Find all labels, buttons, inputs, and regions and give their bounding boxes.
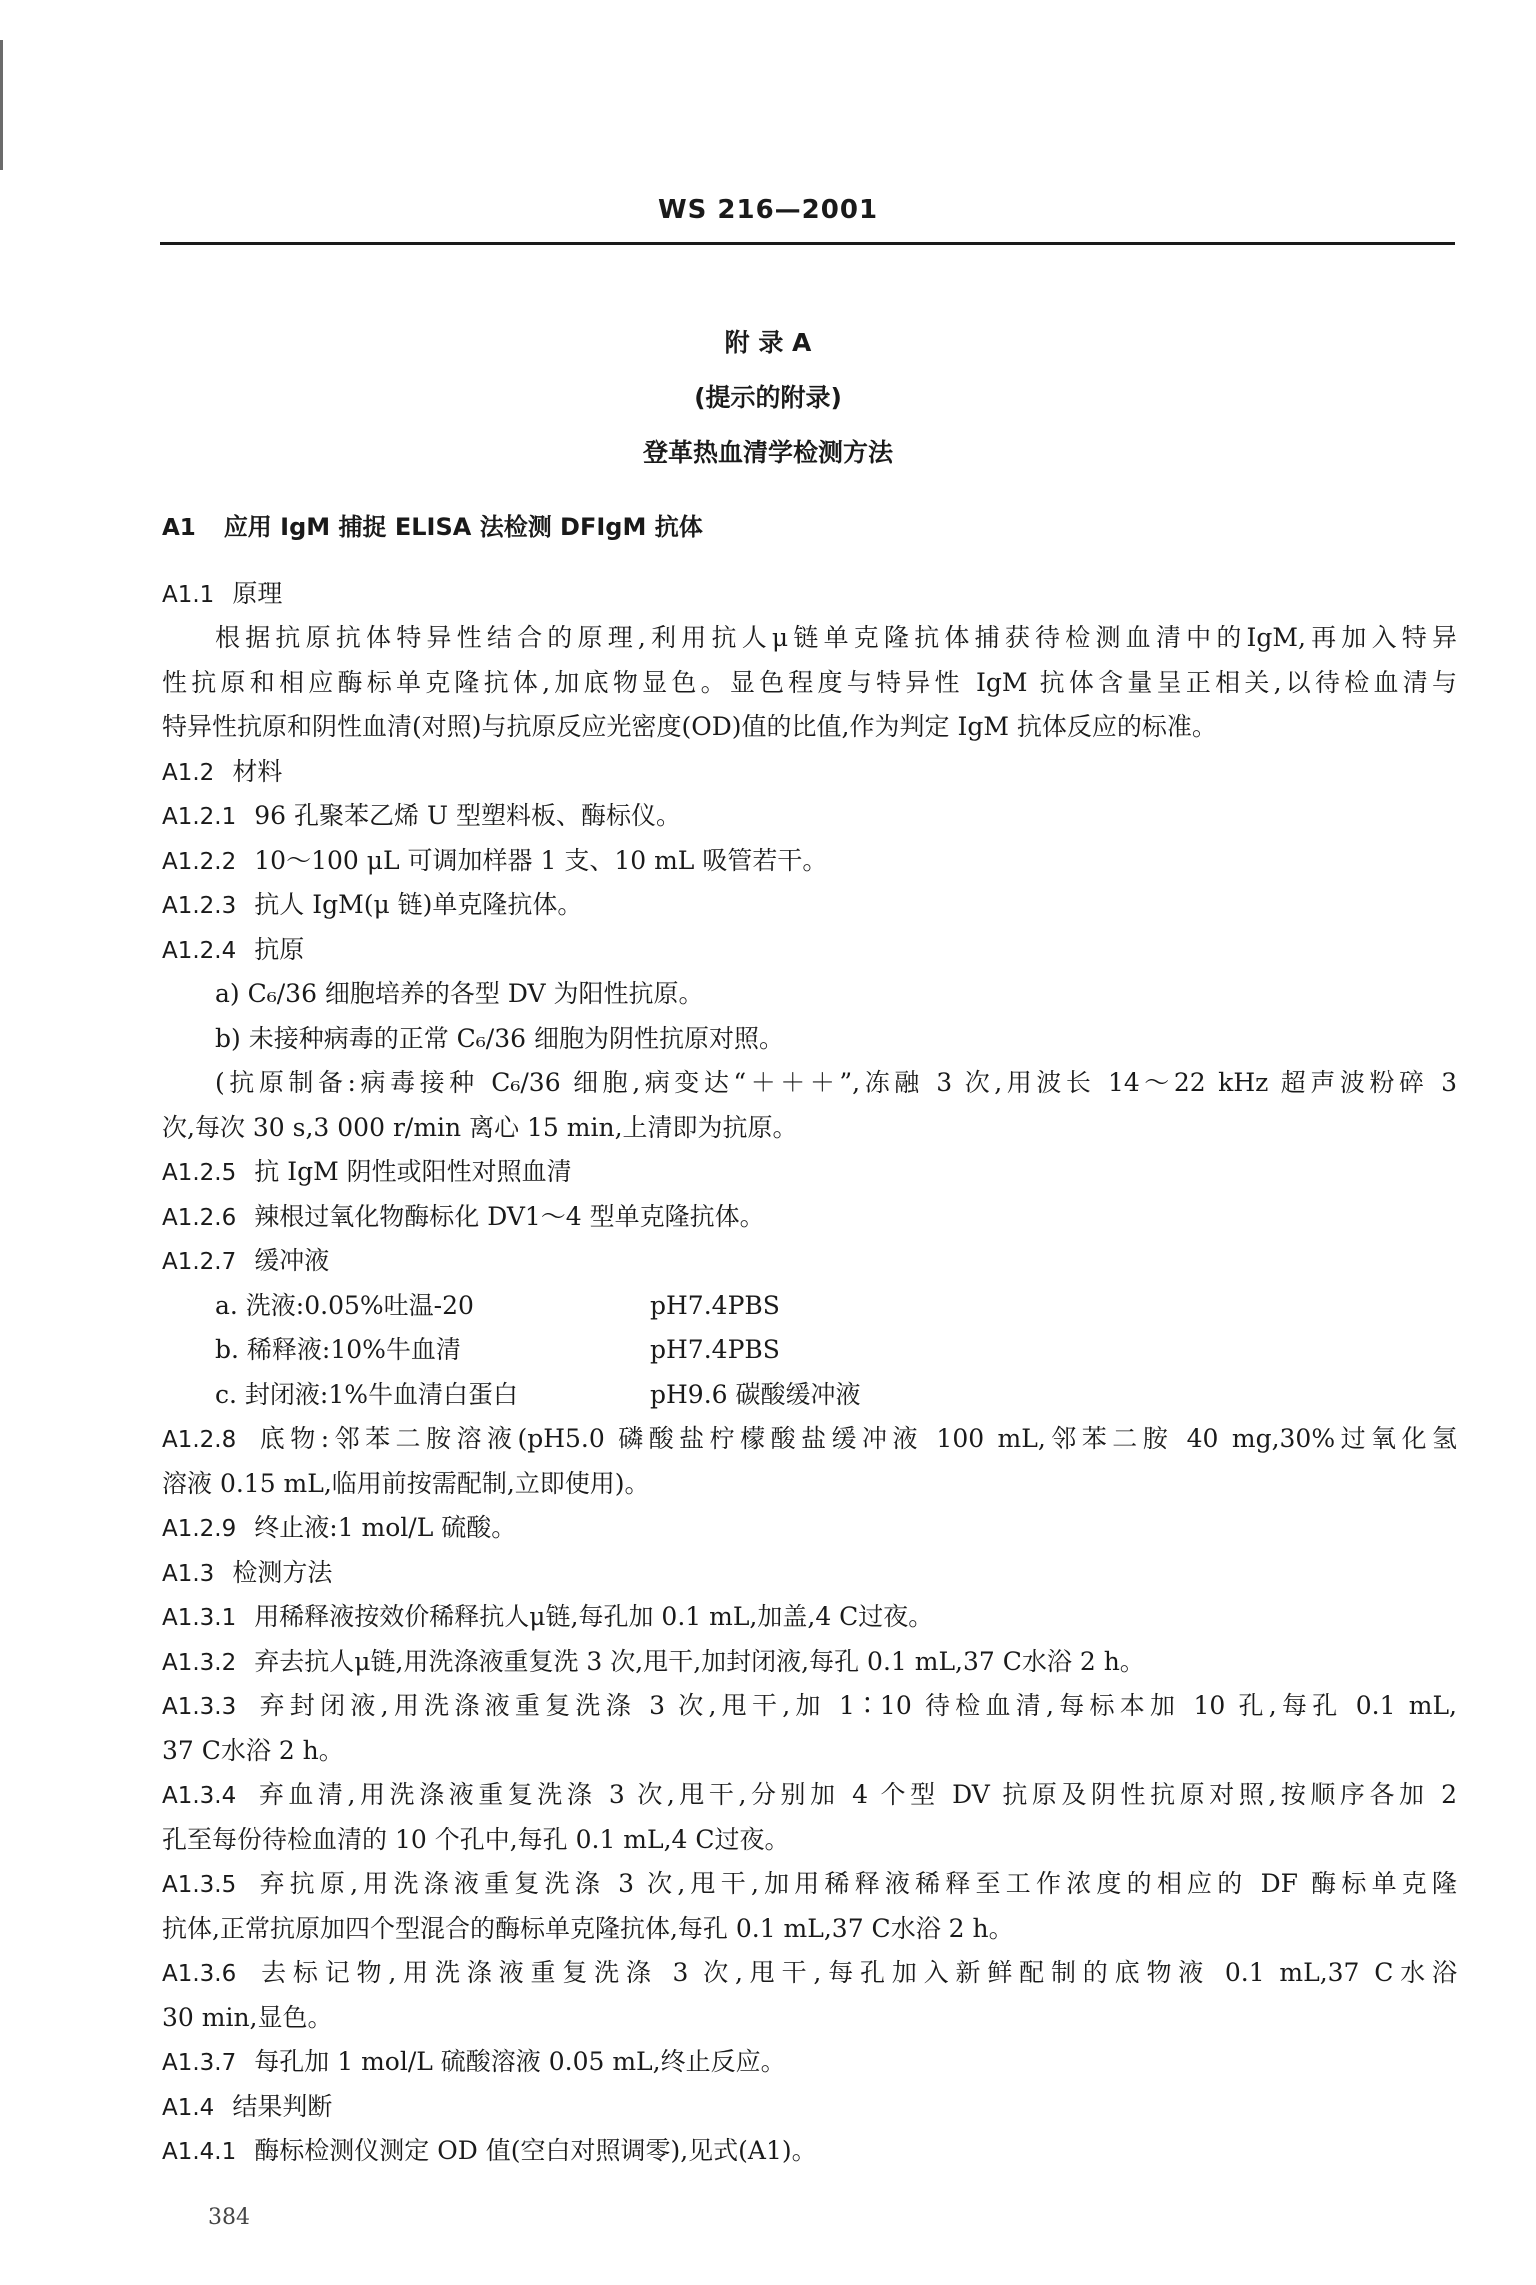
clause-text: 底物:邻苯二胺溶液(pH5.0 磷酸盐柠檬酸盐缓冲液 100 mL,邻苯二胺 40 mg,30%过氧化氢 xyxy=(254,1424,1457,1453)
clause-text: 弃抗原,用洗涤液重复洗涤 3 次,甩干,加用稀释液稀释至工作浓度的相应的 DF 酶标单克隆 xyxy=(254,1869,1457,1898)
section-title: 结果判断 xyxy=(232,2091,333,2121)
clause-a1-3-1 xyxy=(162,1595,1457,1640)
section-a1-2-heading xyxy=(162,750,1457,795)
clause-a1-3-3 xyxy=(162,1684,1457,1729)
clause-a1-3-6 xyxy=(162,1951,1457,1996)
clause-number: A1.2.7 xyxy=(162,1249,237,1275)
clause-number: A1.3.2 xyxy=(162,1649,237,1676)
clause-a1-3-7 xyxy=(162,2040,1457,2085)
clause-a1-2-2 xyxy=(162,839,1457,884)
clause-text: 弃血清,用洗涤液重复洗涤 3 次,甩干,分别加 4 个型 DV 抗原及阴性抗原对照,按顺序各加 2 xyxy=(254,1780,1457,1809)
clause-a1-2-3 xyxy=(162,883,1457,928)
clause-number: A1.3.4 xyxy=(162,1783,237,1809)
clause-number: A1.3.3 xyxy=(162,1694,237,1720)
paragraph-line: 次,每次 30 s,3 000 r/min 离心 15 min,上清即为抗原。 xyxy=(162,1112,798,1142)
header-rule xyxy=(160,242,1455,245)
clause-a1-2-4 xyxy=(162,928,1457,973)
buffer-ph: pH9.6 碳酸缓冲液 xyxy=(650,1379,861,1409)
appendix-note: (提示的附录) xyxy=(694,383,842,412)
page-number: 384 xyxy=(208,2205,250,2230)
paragraph-line: 孔至每份待检血清的 10 个孔中,每孔 0.1 mL,4 C过夜。 xyxy=(162,1824,790,1854)
clause-number: A1.3.5 xyxy=(162,1872,237,1898)
clause-text: 96 孔聚苯乙烯 U 型塑料板、酶标仪。 xyxy=(254,801,681,830)
section-number: A1.1 xyxy=(162,581,215,608)
section-a1-heading xyxy=(162,505,1457,550)
clause-a1-2-7 xyxy=(162,1239,1457,1284)
clause-title: 缓冲液 xyxy=(254,1246,330,1275)
buffer-name: a. 洗液:0.05%吐温-20 xyxy=(215,1290,474,1320)
document-body xyxy=(162,505,1457,2174)
list-item-b: b) 未接种病毒的正常 C₆/36 细胞为阴性抗原对照。 xyxy=(215,1023,784,1053)
clause-title: 抗原 xyxy=(254,934,305,964)
clause-a1-2-9 xyxy=(162,1506,1457,1551)
clause-number: A1.2.1 xyxy=(162,804,237,830)
clause-a1-2-6 xyxy=(162,1195,1457,1240)
buffer-name: b. 稀释液:10%牛血清 xyxy=(215,1335,461,1364)
section-title: 应用 IgM 捕捉 ELISA 法检测 DFIgM 抗体 xyxy=(223,513,703,541)
paragraph-line: 特异性抗原和阴性血清(对照)与抗原反应光密度(OD)值的比值,作为判定 IgM 抗体反应的标准。 xyxy=(162,712,1217,741)
section-number: A1 xyxy=(162,515,196,541)
clause-text: 抗 IgM 阴性或阳性对照血清 xyxy=(254,1157,572,1186)
appendix-label: 附 录 A xyxy=(724,328,812,357)
clause-text: 弃去抗人μ链,用洗涤液重复洗 3 次,甩干,加封闭液,每孔 0.1 mL,37 C水浴 2 h。 xyxy=(254,1646,1145,1676)
clause-number: A1.2.5 xyxy=(162,1160,237,1186)
clause-text: 用稀释液按效价稀释抗人μ链,每孔加 0.1 mL,加盖,4 C过夜。 xyxy=(254,1602,934,1631)
document-code: WS 216—2001 xyxy=(657,195,879,225)
section-title: 原理 xyxy=(232,578,283,608)
section-a1-1-heading xyxy=(162,572,1457,617)
paragraph-line: 30 min,显色。 xyxy=(162,2002,333,2032)
clause-text: 抗人 IgM(μ 链)单克隆抗体。 xyxy=(254,890,583,919)
section-title: 检测方法 xyxy=(232,1557,333,1587)
clause-a1-3-5 xyxy=(162,1862,1457,1907)
buffer-name: c. 封闭液:1%牛血清白蛋白 xyxy=(215,1379,518,1409)
clause-number: A1.4.1 xyxy=(162,2139,237,2165)
buffer-row xyxy=(162,1328,1457,1373)
clause-a1-3-2 xyxy=(162,1640,1457,1685)
clause-a1-3-4 xyxy=(162,1773,1457,1818)
clause-a1-4-1 xyxy=(162,2129,1457,2174)
appendix-title: 登革热血清学检测方法 xyxy=(642,438,893,467)
clause-number: A1.2.9 xyxy=(162,1516,237,1542)
clause-number: A1.2.8 xyxy=(162,1427,237,1453)
buffer-ph: pH7.4PBS xyxy=(650,1335,780,1364)
clause-number: A1.2.4 xyxy=(162,937,237,964)
buffer-row xyxy=(162,1373,1457,1418)
section-number: A1.4 xyxy=(162,2094,215,2121)
clause-text: 10～100 μL 可调加样器 1 支、10 mL 吸管若干。 xyxy=(254,845,828,875)
section-a1-3-heading xyxy=(162,1551,1457,1596)
clause-text: 弃封闭液,用洗涤液重复洗涤 3 次,甩干,加 1∶10 待检血清,每标本加 10 孔,每孔 0.1 mL, xyxy=(254,1691,1457,1720)
paragraph-line: 根据抗原抗体特异性结合的原理,利用抗人μ链单克隆抗体捕获待检测血清中的IgM,再加入特异 xyxy=(215,623,1457,652)
clause-text: 酶标检测仪测定 OD 值(空白对照调零),见式(A1)。 xyxy=(254,2136,817,2165)
clause-number: A1.3.7 xyxy=(162,2050,237,2076)
buffer-row xyxy=(162,1284,1457,1329)
clause-text: 终止液:1 mol/L 硫酸。 xyxy=(254,1513,517,1542)
paragraph-line: 溶液 0.15 mL,临用前按需配制,立即使用)。 xyxy=(162,1468,650,1498)
clause-number: A1.2.2 xyxy=(162,848,237,875)
appendix-titles xyxy=(0,315,1536,480)
spacer xyxy=(162,550,1457,572)
paragraph-line: 37 C水浴 2 h。 xyxy=(162,1735,344,1765)
clause-text: 辣根过氧化物酶标化 DV1～4 型单克隆抗体。 xyxy=(254,1201,765,1231)
clause-number: A1.2.6 xyxy=(162,1204,237,1231)
section-number: A1.3 xyxy=(162,1560,215,1587)
clause-a1-2-8 xyxy=(162,1417,1457,1462)
clause-text: 每孔加 1 mol/L 硫酸溶液 0.05 mL,终止反应。 xyxy=(254,2047,786,2076)
clause-number: A1.3.6 xyxy=(162,1961,237,1987)
paragraph-line: (抗原制备:病毒接种 C₆/36 细胞,病变达“＋＋＋”,冻融 3 次,用波长 14～22 kHz 超声波粉碎 3 xyxy=(215,1068,1457,1097)
list-item-a: a) C₆/36 细胞培养的各型 DV 为阳性抗原。 xyxy=(215,979,704,1008)
clause-number: A1.3.1 xyxy=(162,1605,237,1631)
section-a1-4-heading xyxy=(162,2085,1457,2130)
section-number: A1.2 xyxy=(162,759,215,786)
paragraph-line: 性抗原和相应酶标单克隆抗体,加底物显色。显色程度与特异性 IgM 抗体含量呈正相关,以待检血清与 xyxy=(162,667,1457,697)
buffer-ph: pH7.4PBS xyxy=(650,1290,780,1320)
clause-text: 去标记物,用洗涤液重复洗涤 3 次,甩干,每孔加入新鲜配制的底物液 0.1 mL,37 C水浴 xyxy=(254,1958,1457,1987)
paragraph-line: 抗体,正常抗原加四个型混合的酶标单克隆抗体,每孔 0.1 mL,37 C水浴 2 h。 xyxy=(162,1913,1014,1943)
clause-a1-2-5 xyxy=(162,1150,1457,1195)
scan-edge-mark xyxy=(0,40,3,170)
clause-a1-2-1 xyxy=(162,794,1457,839)
clause-number: A1.2.3 xyxy=(162,893,237,919)
section-title: 材料 xyxy=(232,756,283,786)
